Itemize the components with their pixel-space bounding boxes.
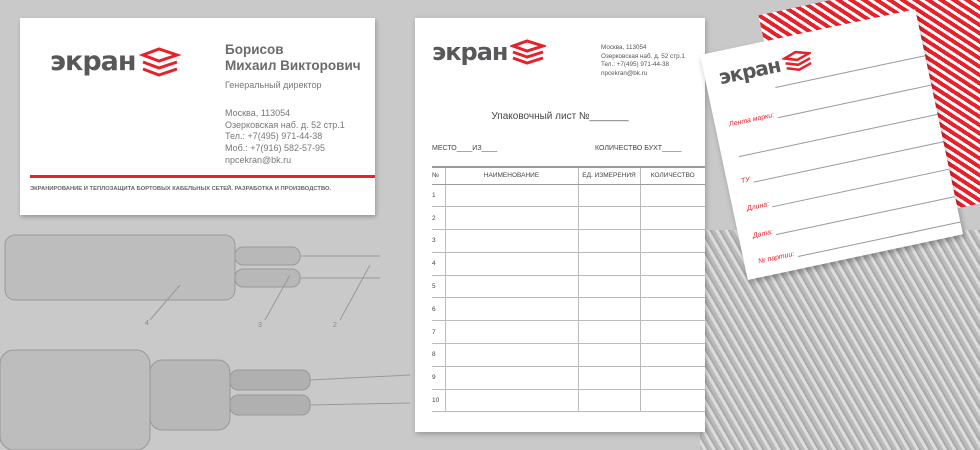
cell-quantity[interactable] (640, 252, 705, 275)
label-field-caption: ТУ (740, 176, 751, 186)
person-given-names: Михаил Викторович (225, 58, 361, 73)
contact-line: Москва, 113054 (225, 108, 291, 118)
col-number: № (432, 167, 445, 184)
logo-cube-icon (780, 47, 814, 75)
logo-cube-icon (139, 47, 181, 77)
row-number: 5 (432, 275, 445, 298)
cell-unit[interactable] (578, 184, 640, 207)
cell-quantity[interactable] (640, 230, 705, 253)
cell-name[interactable] (445, 389, 578, 412)
table-row (432, 275, 705, 298)
company-address (601, 44, 685, 79)
row-number: 9 (432, 366, 445, 389)
logo (50, 46, 181, 77)
row-number: 7 (432, 321, 445, 344)
col-quantity: КОЛИЧЕСТВО (640, 167, 705, 184)
cell-name[interactable] (445, 366, 578, 389)
logo-word: экран (432, 38, 508, 66)
contact-line: Тел.: +7(495) 971-44-38 (225, 131, 323, 142)
callout-4: 4 (145, 320, 149, 327)
cell-unit[interactable] (578, 389, 640, 412)
contact-email: npcekran@bk.ru (225, 154, 292, 165)
col-unit: ЕД. ИЗМЕРЕНИЯ (578, 167, 640, 184)
cell-unit[interactable] (578, 207, 640, 230)
table-row (432, 230, 705, 253)
cell-unit[interactable] (578, 321, 640, 344)
cell-unit[interactable] (578, 230, 640, 253)
label-field-caption: Дата: (752, 228, 774, 240)
row-number: 10 (432, 389, 445, 412)
coil-count-field: КОЛИЧЕСТВО БУХТ_____ (595, 145, 682, 152)
cell-name[interactable] (445, 252, 578, 275)
logo-cube-icon (510, 39, 546, 65)
row-number: 1 (432, 184, 445, 207)
contact-line: Озерковская наб. д. 52 стр.1 (225, 119, 345, 130)
cell-unit[interactable] (578, 298, 640, 321)
cell-name[interactable] (445, 207, 578, 230)
cell-name[interactable] (445, 298, 578, 321)
cell-quantity[interactable] (640, 184, 705, 207)
business-card (20, 18, 375, 215)
address-line: Москва, 113054 (601, 44, 647, 51)
table-row (432, 389, 705, 412)
slogan: ЭКРАНИРОВАНИЕ И ТЕПЛОЗАЩИТА БОРТОВЫХ КАБЕЛЬНЫХ СЕТЕЙ. РАЗРАБОТКА И ПРОИЗВОДСТВО. (30, 186, 332, 192)
row-number: 8 (432, 344, 445, 367)
packing-list-sheet (415, 18, 705, 432)
logo (432, 38, 546, 66)
label-field-caption: Длина: (746, 200, 770, 213)
cell-name[interactable] (445, 321, 578, 344)
red-divider (30, 175, 375, 178)
row-number: 2 (432, 207, 445, 230)
cell-quantity[interactable] (640, 366, 705, 389)
cell-quantity[interactable] (640, 389, 705, 412)
place-field: МЕСТО____ИЗ____ (432, 145, 498, 152)
table-row (432, 298, 705, 321)
table-row (432, 184, 705, 207)
cell-unit[interactable] (578, 366, 640, 389)
person-surname: Борисов (225, 42, 284, 57)
table-row (432, 321, 705, 344)
contact-line: Моб.: +7(916) 582-57-95 (225, 143, 326, 154)
cable-tag-label (700, 9, 963, 280)
address-line: Озерковская наб. д. 52 стр.1 (601, 52, 685, 60)
cell-quantity[interactable] (640, 321, 705, 344)
callout-3: 3 (258, 322, 262, 329)
cell-name[interactable] (445, 184, 578, 207)
table-row (432, 252, 705, 275)
cell-quantity[interactable] (640, 344, 705, 367)
cell-name[interactable] (445, 230, 578, 253)
label-field-caption: Лента марки: (728, 111, 775, 129)
label-field-caption: № партии: (757, 250, 795, 266)
row-number: 3 (432, 230, 445, 253)
contact-info (225, 108, 345, 167)
address-line: Тел.: +7(495) 971-44-38 (601, 61, 670, 69)
cell-unit[interactable] (578, 275, 640, 298)
cell-quantity[interactable] (640, 207, 705, 230)
logo-word: экран (50, 46, 136, 77)
table-row (432, 344, 705, 367)
cell-quantity[interactable] (640, 275, 705, 298)
callout-2: 2 (333, 322, 337, 329)
person-position: Генеральный директор (225, 80, 322, 90)
cell-name[interactable] (445, 344, 578, 367)
table-row (432, 366, 705, 389)
logo-word: экран (716, 52, 783, 90)
person-name (225, 42, 361, 74)
packing-table (432, 166, 705, 412)
cell-name[interactable] (445, 275, 578, 298)
cell-quantity[interactable] (640, 298, 705, 321)
table-row (432, 207, 705, 230)
wire-photo-background (700, 230, 980, 450)
cell-unit[interactable] (578, 344, 640, 367)
row-number: 6 (432, 298, 445, 321)
cell-unit[interactable] (578, 252, 640, 275)
row-number: 4 (432, 252, 445, 275)
cable-drawing (0, 225, 420, 450)
document-title: Упаковочный лист №_______ (491, 111, 629, 122)
address-email: npcekran@bk.ru (601, 70, 648, 78)
col-name: НАИМЕНОВАНИЕ (445, 167, 578, 184)
